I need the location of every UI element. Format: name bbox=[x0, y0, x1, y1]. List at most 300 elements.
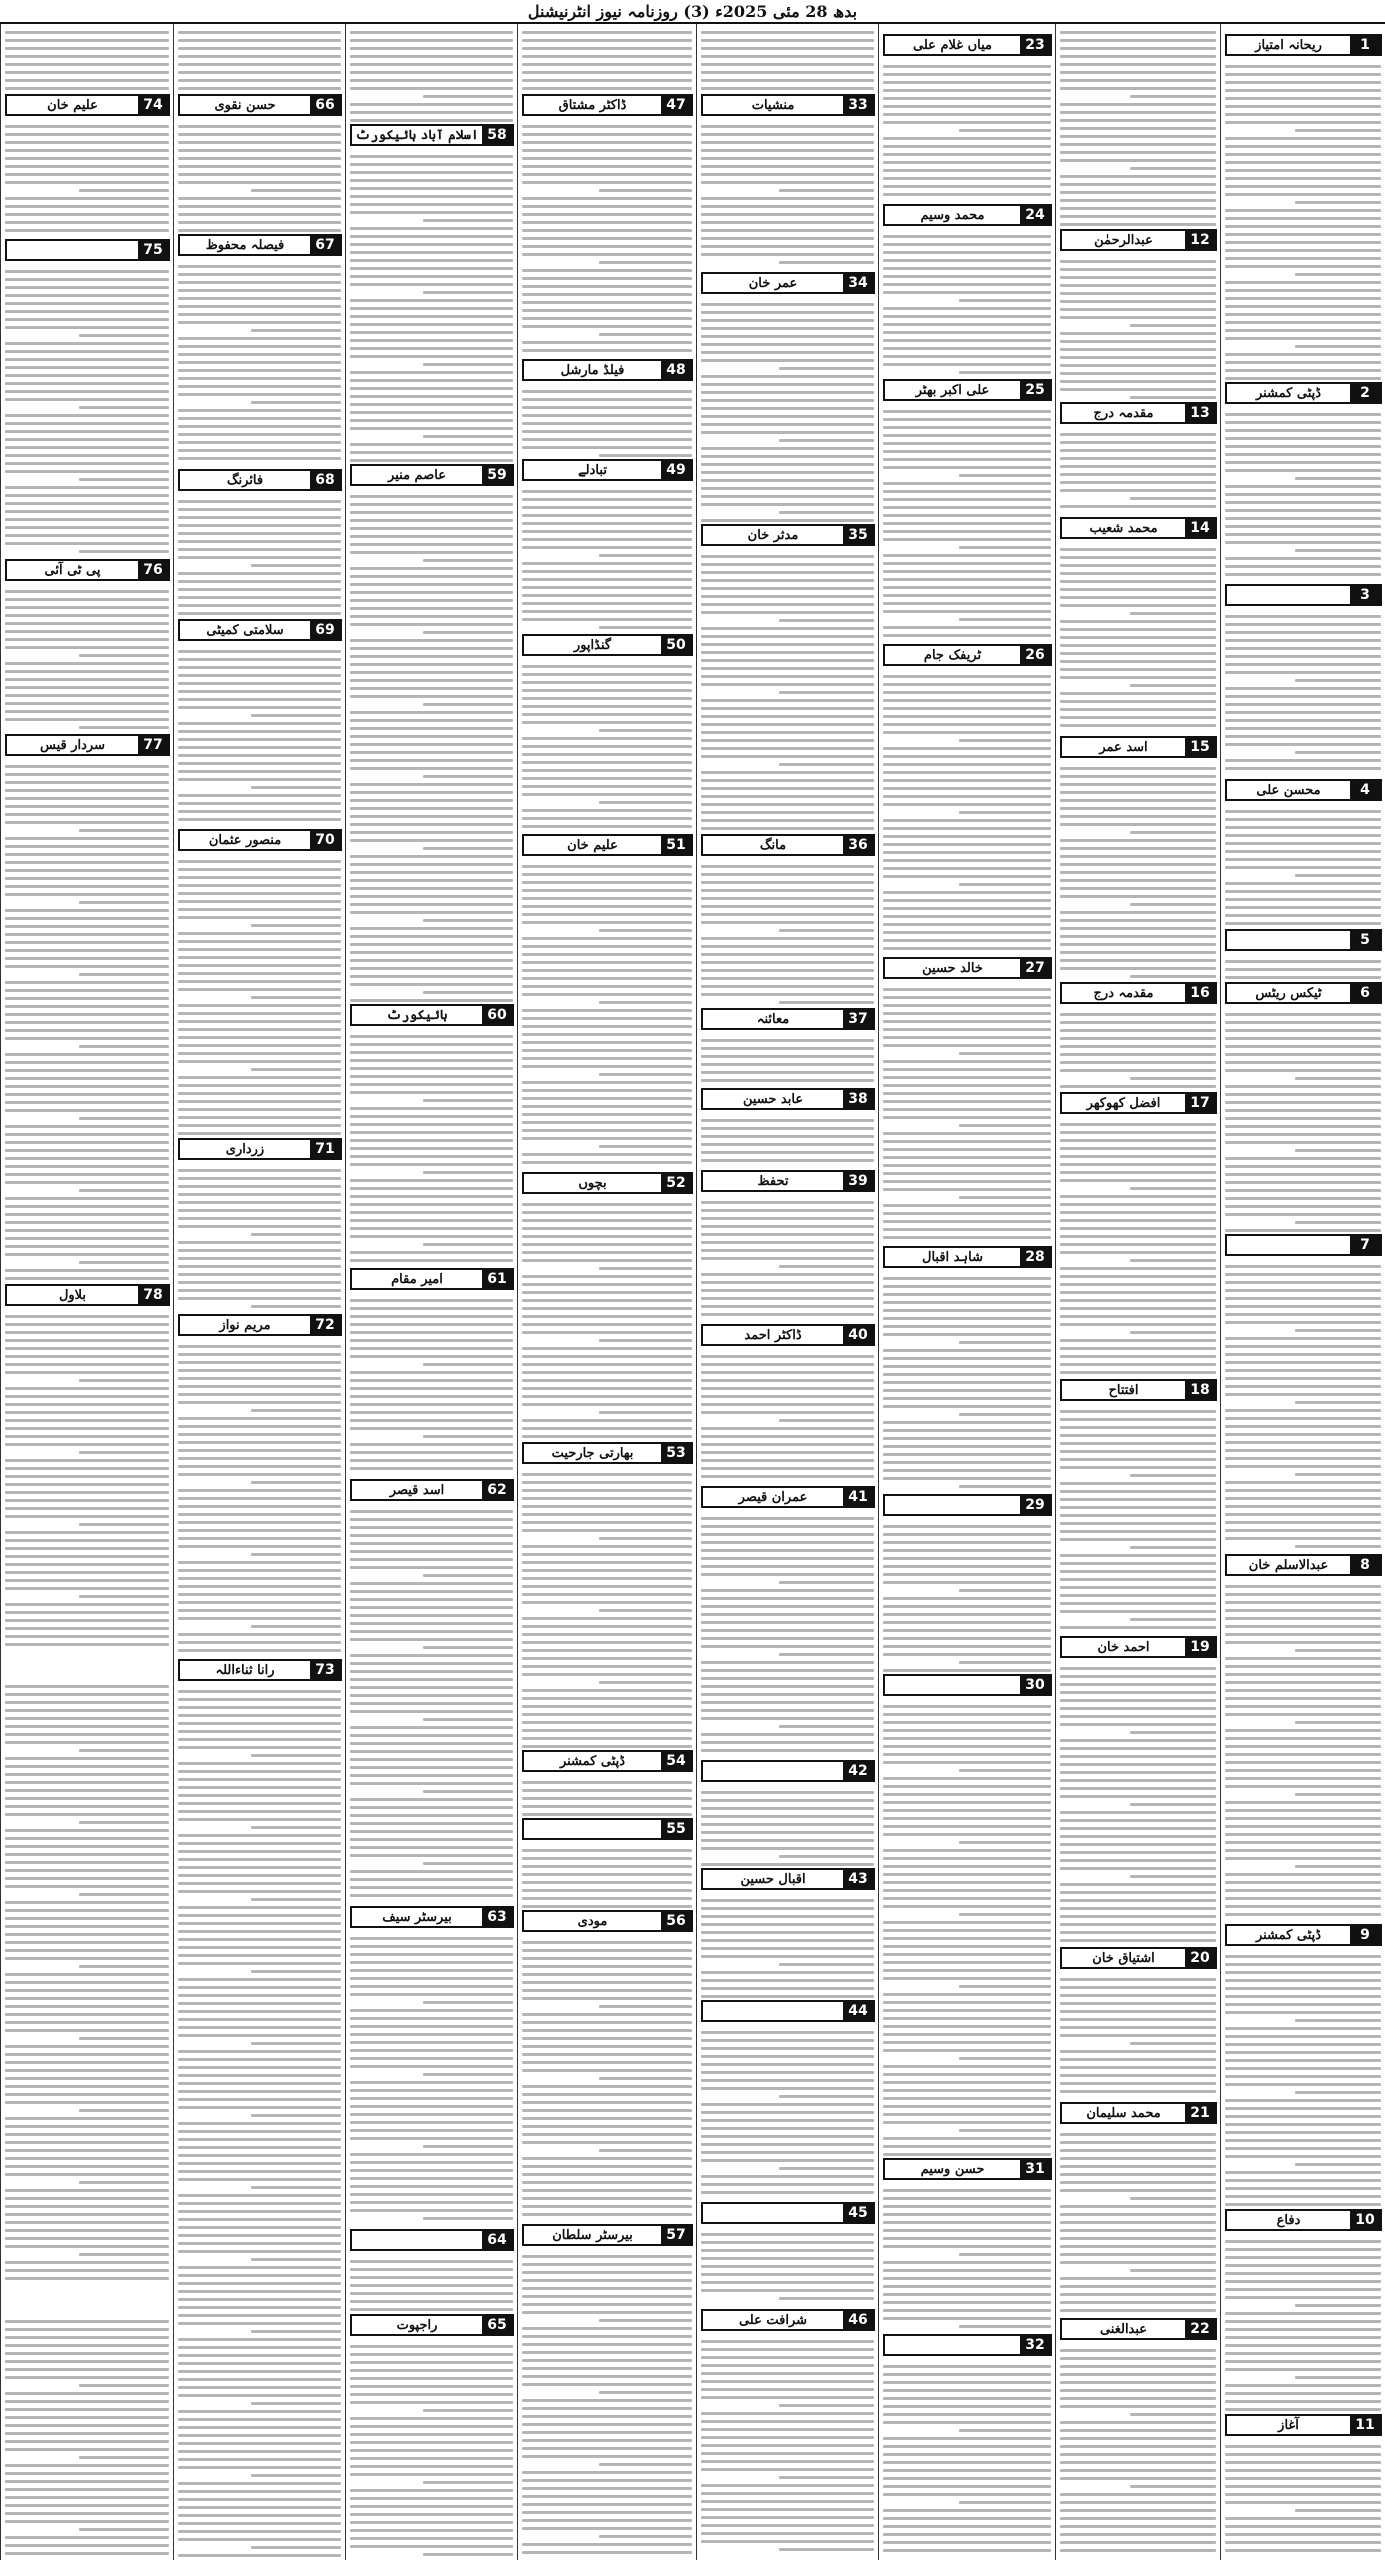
article-text bbox=[178, 120, 341, 232]
continuation-number: 39 bbox=[843, 1172, 873, 1190]
article-text bbox=[883, 1520, 1051, 1672]
column-5 bbox=[517, 24, 696, 2560]
continuation-number: 62 bbox=[482, 1481, 512, 1499]
article-text bbox=[350, 2340, 513, 2558]
continuation-title: ڈاکٹر احمد bbox=[744, 1327, 802, 1343]
article-text bbox=[5, 1310, 169, 1652]
continuation-number: 43 bbox=[843, 1870, 873, 1888]
continuation-header bbox=[883, 1494, 1052, 1516]
continuation-number: 35 bbox=[843, 526, 873, 544]
column-4 bbox=[696, 24, 878, 2560]
continuation-title: خالد حسین bbox=[922, 960, 983, 976]
continuation-header bbox=[701, 2000, 875, 2022]
article-text bbox=[522, 26, 692, 92]
continuation-title: عاصم منیر bbox=[388, 467, 446, 483]
continuation-header bbox=[1225, 1924, 1382, 1946]
continuation-title: شاہد اقبال bbox=[922, 1249, 983, 1265]
continuation-number: 54 bbox=[661, 1752, 691, 1770]
continuation-title bbox=[703, 1762, 843, 1780]
article-text bbox=[701, 1034, 874, 1086]
continuation-header bbox=[178, 1314, 342, 1336]
continuation-number: 61 bbox=[482, 1270, 512, 1288]
article-text bbox=[883, 60, 1051, 202]
continuation-number: 56 bbox=[661, 1912, 691, 1930]
continuation-number: 8 bbox=[1350, 1556, 1380, 1574]
article-text bbox=[701, 550, 874, 832]
continuation-title: تبادلے bbox=[578, 462, 607, 478]
continuation-header bbox=[522, 834, 693, 856]
continuation-title bbox=[7, 241, 138, 259]
continuation-header bbox=[1060, 2102, 1217, 2124]
continuation-number: 11 bbox=[1350, 2416, 1380, 2434]
continuation-number: 2 bbox=[1350, 384, 1380, 402]
continuation-header bbox=[5, 559, 170, 581]
article-text bbox=[1225, 2440, 1381, 2558]
continuation-title: علیم خان bbox=[567, 837, 618, 853]
continuation-number: 44 bbox=[843, 2002, 873, 2020]
continuation-number: 22 bbox=[1185, 2320, 1215, 2338]
continuation-title: فائرنگ bbox=[226, 472, 264, 488]
continuation-header bbox=[701, 1088, 875, 1110]
article-text bbox=[1225, 955, 1381, 980]
continuation-number: 45 bbox=[843, 2204, 873, 2222]
article-text bbox=[701, 1350, 874, 1484]
continuation-title: محمد شعیب bbox=[1089, 520, 1158, 536]
continuation-number: 74 bbox=[138, 96, 168, 114]
article-text bbox=[178, 1164, 341, 1312]
continuation-number: 49 bbox=[661, 461, 691, 479]
article-text bbox=[1060, 428, 1216, 515]
continuation-title: شرافت علی bbox=[738, 2312, 808, 2328]
continuation-header bbox=[178, 1138, 342, 1160]
continuation-number: 24 bbox=[1020, 206, 1050, 224]
continuation-header bbox=[5, 239, 170, 261]
article-text bbox=[522, 485, 692, 632]
continuation-header bbox=[701, 834, 875, 856]
continuation-number: 6 bbox=[1350, 984, 1380, 1002]
article-text bbox=[701, 120, 874, 270]
continuation-header bbox=[522, 634, 693, 656]
article-text bbox=[701, 26, 874, 92]
continuation-title: افضل کھوکھر bbox=[1086, 1095, 1161, 1111]
continuation-title: بیرسٹر سیف bbox=[382, 1909, 452, 1925]
continuation-number: 5 bbox=[1350, 931, 1380, 949]
continuation-header bbox=[350, 1004, 514, 1026]
continuation-title: میاں غلام علی bbox=[913, 37, 992, 53]
article-text bbox=[701, 1894, 874, 1998]
continuation-number: 36 bbox=[843, 836, 873, 854]
continuation-header bbox=[883, 957, 1052, 979]
continuation-header bbox=[1225, 929, 1382, 951]
continuation-header bbox=[1225, 2209, 1382, 2231]
continuation-header bbox=[522, 1910, 693, 1932]
continuation-number: 64 bbox=[482, 2231, 512, 2249]
article-text bbox=[1225, 610, 1381, 777]
article-text bbox=[5, 1680, 169, 2287]
article-text bbox=[883, 230, 1051, 377]
continuation-title bbox=[703, 2204, 843, 2222]
continuation-header bbox=[522, 2224, 693, 2246]
continuation-title: معائنہ bbox=[756, 1011, 790, 1027]
continuation-number: 38 bbox=[843, 1090, 873, 1108]
article-text bbox=[350, 1505, 513, 1904]
continuation-title bbox=[352, 2231, 482, 2249]
article-text bbox=[178, 495, 341, 617]
continuation-title: اقبال حسین bbox=[740, 1871, 806, 1887]
continuation-number: 51 bbox=[661, 836, 691, 854]
continuation-number: 78 bbox=[138, 1286, 168, 1304]
continuation-header bbox=[1060, 229, 1217, 251]
continuation-number: 10 bbox=[1350, 2211, 1380, 2229]
continuation-number: 27 bbox=[1020, 959, 1050, 977]
continuation-number: 63 bbox=[482, 1908, 512, 1926]
continuation-number: 7 bbox=[1350, 1236, 1380, 1254]
masthead-title: بدھ 28 مئی 2025ء (3) روزنامہ نیوز انٹرنیشنل bbox=[527, 1, 858, 21]
article-text bbox=[1225, 1950, 1381, 2207]
article-text bbox=[701, 2026, 874, 2200]
continuation-title: مریم نواز bbox=[219, 1317, 271, 1333]
continuation-number: 42 bbox=[843, 1762, 873, 1780]
continuation-number: 12 bbox=[1185, 231, 1215, 249]
continuation-title: حسن نقوی bbox=[214, 97, 276, 113]
continuation-title: رانا ثناءاللہ bbox=[215, 1662, 275, 1678]
continuation-header bbox=[701, 94, 875, 116]
continuation-number: 69 bbox=[310, 621, 340, 639]
continuation-title: منشیات bbox=[751, 97, 795, 113]
continuation-header bbox=[883, 2334, 1052, 2356]
continuation-header bbox=[350, 2229, 514, 2251]
article-text bbox=[1060, 255, 1216, 400]
continuation-header bbox=[350, 1268, 514, 1290]
continuation-header bbox=[701, 1868, 875, 1890]
article-text bbox=[522, 2250, 692, 2558]
continuation-title: تحفظ bbox=[757, 1173, 789, 1189]
continuation-header bbox=[522, 359, 693, 381]
continuation-number: 50 bbox=[661, 636, 691, 654]
continuation-number: 37 bbox=[843, 1010, 873, 1028]
continuation-number: 17 bbox=[1185, 1094, 1215, 1112]
continuation-header bbox=[701, 2202, 875, 2224]
continuation-number: 34 bbox=[843, 274, 873, 292]
continuation-title: مقدمہ درج bbox=[1093, 985, 1154, 1001]
article-text bbox=[5, 120, 169, 237]
continuation-title: حسن وسیم bbox=[920, 2161, 985, 2177]
article-text bbox=[522, 1198, 692, 1440]
continuation-title bbox=[885, 1496, 1020, 1514]
article-text bbox=[350, 1932, 513, 2227]
article-text bbox=[1060, 2128, 1216, 2316]
continuation-title: عبدالغنی bbox=[1099, 2321, 1148, 2337]
continuation-header bbox=[1060, 1636, 1217, 1658]
continuation-header bbox=[883, 644, 1052, 666]
continuation-number: 32 bbox=[1020, 2336, 1050, 2354]
continuation-number: 25 bbox=[1020, 381, 1050, 399]
continuation-title: فیلڈ مارشل bbox=[560, 362, 625, 378]
continuation-header bbox=[178, 829, 342, 851]
column-8 bbox=[0, 24, 173, 2560]
continuation-header bbox=[350, 1479, 514, 1501]
article-text bbox=[178, 645, 341, 827]
article-text bbox=[1060, 2344, 1216, 2558]
continuation-number: 41 bbox=[843, 1488, 873, 1506]
article-text bbox=[701, 1786, 874, 1866]
continuation-number: 1 bbox=[1350, 36, 1380, 54]
continuation-header bbox=[350, 464, 514, 486]
continuation-number: 76 bbox=[138, 561, 168, 579]
continuation-title: اسلام آباد ہائیکورٹ bbox=[355, 127, 479, 143]
article-text bbox=[1225, 60, 1381, 380]
continuation-header bbox=[1225, 382, 1382, 404]
article-text bbox=[1225, 1580, 1381, 1922]
continuation-number: 18 bbox=[1185, 1381, 1215, 1399]
continuation-title: محسن علی bbox=[1256, 782, 1321, 798]
article-text bbox=[1060, 26, 1216, 227]
continuation-title: عمران قیصر bbox=[738, 1489, 808, 1505]
continuation-title: عمر خان bbox=[748, 275, 798, 291]
continuation-header bbox=[1060, 402, 1217, 424]
continuation-number: 60 bbox=[482, 1006, 512, 1024]
continuation-number: 46 bbox=[843, 2311, 873, 2329]
continuation-header bbox=[1225, 2414, 1382, 2436]
column-1 bbox=[1220, 24, 1385, 2560]
article-text bbox=[178, 260, 341, 467]
continuation-number: 53 bbox=[661, 1444, 691, 1462]
continuation-header bbox=[1060, 1092, 1217, 1114]
article-text bbox=[883, 405, 1051, 642]
continuation-header bbox=[350, 1906, 514, 1928]
article-text bbox=[5, 585, 169, 732]
continuation-title: بچوں bbox=[578, 1175, 607, 1191]
continuation-header bbox=[1060, 1379, 1217, 1401]
continuation-number: 40 bbox=[843, 1326, 873, 1344]
article-text bbox=[350, 1030, 513, 1266]
continuation-number: 9 bbox=[1350, 1926, 1380, 1944]
continuation-header bbox=[1225, 584, 1382, 606]
continuation-title bbox=[885, 1676, 1020, 1694]
continuation-header bbox=[522, 94, 693, 116]
continuation-title: مانگ bbox=[759, 837, 787, 853]
article-text bbox=[701, 860, 874, 1006]
continuation-number: 47 bbox=[661, 96, 691, 114]
continuation-header bbox=[522, 1750, 693, 1772]
continuation-header bbox=[701, 1324, 875, 1346]
continuation-title: ڈپٹی کمشنر bbox=[1255, 1927, 1322, 1943]
article-text bbox=[701, 2335, 874, 2558]
continuation-title: راجپوت bbox=[396, 2317, 438, 2333]
continuation-number: 67 bbox=[310, 236, 340, 254]
continuation-number: 26 bbox=[1020, 646, 1050, 664]
continuation-header bbox=[522, 1442, 693, 1464]
article-text bbox=[522, 1936, 692, 2222]
continuation-title bbox=[703, 2002, 843, 2020]
continuation-number: 16 bbox=[1185, 984, 1215, 1002]
continuation-header bbox=[701, 1170, 875, 1192]
continuation-header bbox=[178, 1659, 342, 1681]
article-text bbox=[1060, 762, 1216, 980]
continuation-header bbox=[5, 734, 170, 756]
article-text bbox=[350, 2255, 513, 2312]
article-text bbox=[178, 1685, 341, 2558]
continuation-header bbox=[1225, 779, 1382, 801]
article-text bbox=[178, 1340, 341, 1657]
continuation-header bbox=[1060, 736, 1217, 758]
continuation-title: بیرسٹر سلطان bbox=[552, 2227, 633, 2243]
continuation-header bbox=[883, 1246, 1052, 1268]
continuation-header bbox=[1060, 982, 1217, 1004]
continuation-header bbox=[350, 2314, 514, 2336]
continuation-number: 73 bbox=[310, 1661, 340, 1679]
masthead bbox=[0, 0, 1385, 24]
continuation-title: آغاز bbox=[1278, 2417, 1299, 2433]
article-text bbox=[1060, 543, 1216, 734]
column-3 bbox=[878, 24, 1055, 2560]
continuation-number: 28 bbox=[1020, 1248, 1050, 1266]
continuation-title: ہائیکورٹ bbox=[386, 1007, 448, 1023]
continuation-header bbox=[701, 524, 875, 546]
column-2 bbox=[1055, 24, 1220, 2560]
continuation-columns bbox=[0, 24, 1385, 2560]
article-text bbox=[701, 2228, 874, 2307]
continuation-title: بھارتی جارحیت bbox=[551, 1445, 634, 1461]
continuation-title: فیصلہ محفوظ bbox=[205, 237, 285, 253]
continuation-number: 52 bbox=[661, 1174, 691, 1192]
continuation-title: ریحانہ امتیاز bbox=[1255, 37, 1322, 53]
continuation-header bbox=[883, 204, 1052, 226]
article-text bbox=[883, 1700, 1051, 2156]
continuation-header bbox=[1225, 1234, 1382, 1256]
continuation-title: اشتیاق خان bbox=[1092, 1950, 1155, 1966]
article-text bbox=[1060, 1662, 1216, 1945]
article-text bbox=[1225, 1260, 1381, 1552]
continuation-title: ڈاکٹر مشتاق bbox=[558, 97, 627, 113]
continuation-title: پی ٹی آئی bbox=[44, 562, 101, 578]
continuation-header bbox=[1225, 982, 1382, 1004]
continuation-header bbox=[178, 619, 342, 641]
continuation-number: 65 bbox=[482, 2316, 512, 2334]
continuation-title: اسد عمر bbox=[1099, 739, 1148, 755]
continuation-header bbox=[522, 459, 693, 481]
continuation-title: علیم خان bbox=[47, 97, 98, 113]
article-text bbox=[701, 1196, 874, 1322]
article-text bbox=[522, 1844, 692, 1908]
article-text bbox=[1225, 2235, 1381, 2412]
article-text bbox=[1060, 1118, 1216, 1377]
continuation-title: گنڈاپور bbox=[573, 637, 612, 653]
continuation-header bbox=[883, 379, 1052, 401]
continuation-title: ٹیکس ریٹس bbox=[1255, 985, 1322, 1001]
continuation-number: 4 bbox=[1350, 781, 1380, 799]
continuation-number: 30 bbox=[1020, 1676, 1050, 1694]
continuation-title: افتتاح bbox=[1108, 1382, 1139, 1398]
continuation-number: 3 bbox=[1350, 586, 1380, 604]
article-text bbox=[522, 1776, 692, 1816]
continuation-title bbox=[1227, 931, 1350, 949]
continuation-title: ٹریفک جام bbox=[923, 647, 982, 663]
article-text bbox=[1225, 1008, 1381, 1232]
continuation-header bbox=[1060, 517, 1217, 539]
continuation-title: اسد قیصر bbox=[389, 1482, 445, 1498]
continuation-title: مودی bbox=[577, 1913, 608, 1929]
continuation-number: 33 bbox=[843, 96, 873, 114]
article-text bbox=[350, 1294, 513, 1477]
continuation-number: 71 bbox=[310, 1140, 340, 1158]
continuation-header bbox=[1060, 2318, 1217, 2340]
article-text bbox=[522, 1468, 692, 1748]
continuation-number: 20 bbox=[1185, 1949, 1215, 1967]
continuation-number: 15 bbox=[1185, 738, 1215, 756]
article-text bbox=[883, 670, 1051, 955]
continuation-title: مدثر خان bbox=[747, 527, 799, 543]
article-text bbox=[5, 2315, 169, 2558]
article-text bbox=[1060, 1008, 1216, 1090]
continuation-title: ڈپٹی کمشنر bbox=[1255, 385, 1322, 401]
continuation-header bbox=[5, 1284, 170, 1306]
continuation-header bbox=[178, 234, 342, 256]
continuation-number: 48 bbox=[661, 361, 691, 379]
continuation-title: عابد حسین bbox=[742, 1091, 804, 1107]
continuation-header bbox=[350, 124, 514, 146]
continuation-title: ڈپٹی کمشنر bbox=[559, 1753, 626, 1769]
continuation-header bbox=[883, 1674, 1052, 1696]
article-text bbox=[178, 855, 341, 1136]
article-text bbox=[522, 660, 692, 832]
continuation-title: بلاول bbox=[58, 1287, 87, 1303]
continuation-header bbox=[883, 34, 1052, 56]
continuation-number: 31 bbox=[1020, 2160, 1050, 2178]
continuation-title: امیر مقام bbox=[391, 1271, 443, 1287]
article-text bbox=[5, 26, 169, 92]
article-text bbox=[883, 1272, 1051, 1492]
continuation-header bbox=[1225, 1554, 1382, 1576]
article-text bbox=[701, 1114, 874, 1168]
continuation-title: محمد سلیمان bbox=[1086, 2105, 1161, 2121]
article-text bbox=[883, 2184, 1051, 2332]
continuation-title bbox=[1227, 586, 1350, 604]
article-text bbox=[5, 265, 169, 557]
column-7 bbox=[173, 24, 345, 2560]
continuation-number: 13 bbox=[1185, 404, 1215, 422]
continuation-title: احمد خان bbox=[1097, 1639, 1150, 1655]
continuation-title: مقدمہ درج bbox=[1093, 405, 1154, 421]
continuation-title: محمد وسیم bbox=[920, 207, 985, 223]
continuation-title: زرداری bbox=[225, 1141, 265, 1157]
article-text bbox=[883, 2360, 1051, 2558]
continuation-number: 21 bbox=[1185, 2104, 1215, 2122]
continuation-header bbox=[701, 1760, 875, 1782]
article-text bbox=[350, 150, 513, 462]
continuation-number: 59 bbox=[482, 466, 512, 484]
article-text bbox=[522, 385, 692, 457]
article-text bbox=[350, 490, 513, 1002]
continuation-number: 66 bbox=[310, 96, 340, 114]
article-text bbox=[5, 760, 169, 1282]
continuation-header bbox=[883, 2158, 1052, 2180]
continuation-header bbox=[701, 2309, 875, 2331]
article-text bbox=[701, 1512, 874, 1758]
continuation-title: منصور عثمان bbox=[208, 832, 282, 848]
article-text bbox=[1060, 1405, 1216, 1634]
continuation-header bbox=[701, 272, 875, 294]
continuation-title: سردار قیس bbox=[40, 737, 105, 753]
continuation-header bbox=[5, 94, 170, 116]
continuation-title: عبدالاسلم خان bbox=[1248, 1557, 1329, 1573]
article-text bbox=[522, 860, 692, 1170]
continuation-number: 23 bbox=[1020, 36, 1050, 54]
continuation-title: علی اکبر بھٹر bbox=[915, 382, 990, 398]
continuation-title: سلامتی کمیٹی bbox=[206, 622, 284, 638]
article-text bbox=[1060, 1973, 1216, 2100]
continuation-number: 72 bbox=[310, 1316, 340, 1334]
